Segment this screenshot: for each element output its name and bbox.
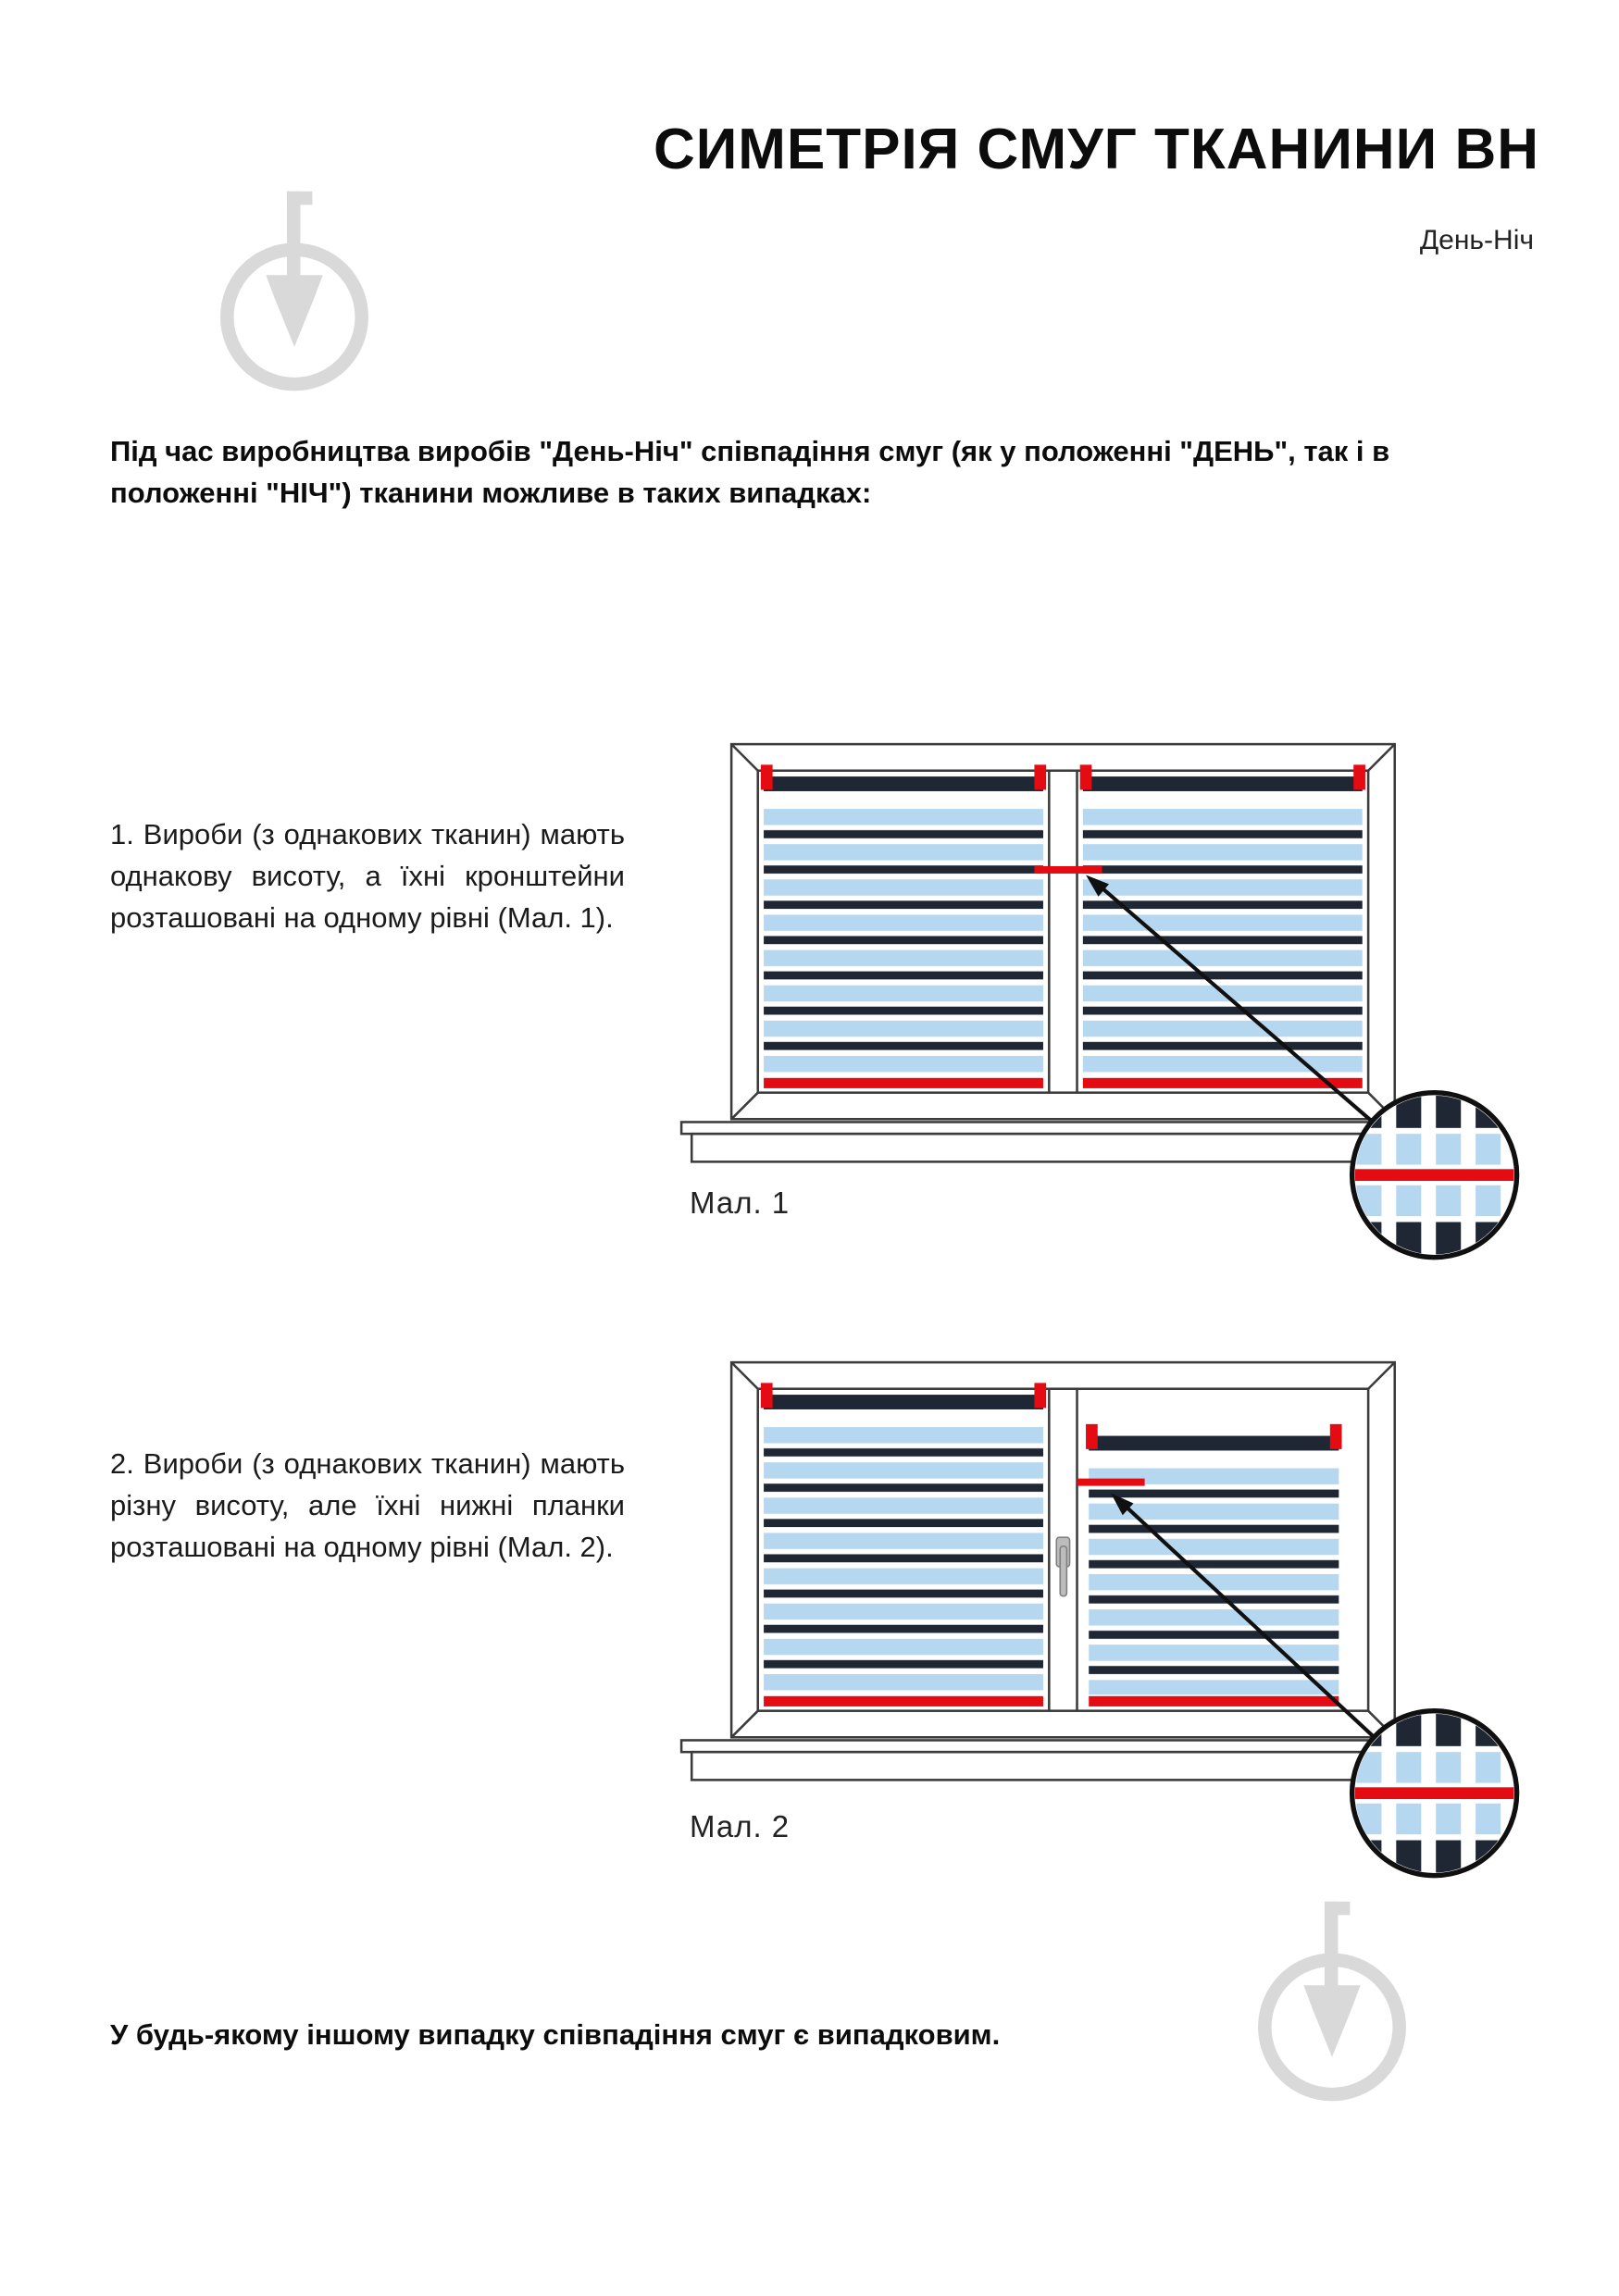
- magnifier-detail: [1352, 1093, 1517, 1258]
- left-bottom-bar: [764, 1078, 1043, 1088]
- right-bottom-bar: [1083, 1078, 1363, 1088]
- magnifier-detail: [1352, 1711, 1517, 1876]
- window-handle: [1056, 1537, 1069, 1596]
- alignment-marker: [1077, 1479, 1145, 1486]
- left-blind: [764, 776, 1043, 1088]
- plumb-logo-icon: [1235, 1895, 1429, 2108]
- right-bottom-bar: [1089, 1696, 1339, 1706]
- intro-paragraph: Під час виробництва виробів "День-Ніч" співпадіння смуг (як у положенні "ДЕНЬ", так і в положенні "НІЧ") тканини можливе в таких випадках:: [110, 435, 1390, 509]
- alignment-marker: [1034, 866, 1102, 874]
- case-2-text: 2. Вироби (з однакових тканин) мають різну висоту, але їхні нижні планки розташовані на одному рівні (Мал. 2).: [110, 1447, 625, 1563]
- plumb-logo-watermark-top: [197, 185, 392, 398]
- footer-note: У будь-якому іншому випадку співпадіння смуг є випадковим.: [110, 2018, 1001, 2051]
- page-title: СИМЕТРІЯ СМУГ ТКАНИНИ ВН: [653, 118, 1539, 181]
- right-blind: [1089, 1436, 1339, 1706]
- left-blind: [764, 1395, 1043, 1706]
- figure-1-caption: Мал. 1: [690, 1185, 791, 1220]
- left-bottom-bar: [764, 1696, 1043, 1706]
- figure-1-window-illustration: [677, 734, 1560, 1263]
- plumb-logo-icon: [197, 185, 392, 398]
- page-subtitle: День-Ніч: [1419, 225, 1534, 255]
- windowsill: [681, 1740, 1415, 1780]
- plumb-logo-watermark-bottom: [1235, 1895, 1429, 2108]
- case-1-text: 1. Вироби (з однакових тканин) мають однакову висоту, а їхні кронштейни розташовані на одному рівні (Мал. 1).: [110, 818, 625, 934]
- windowsill: [681, 1122, 1415, 1161]
- figure-2-window-illustration: [677, 1352, 1560, 1881]
- figure-2-caption: Мал. 2: [690, 1809, 791, 1843]
- right-blind: [1083, 776, 1363, 1088]
